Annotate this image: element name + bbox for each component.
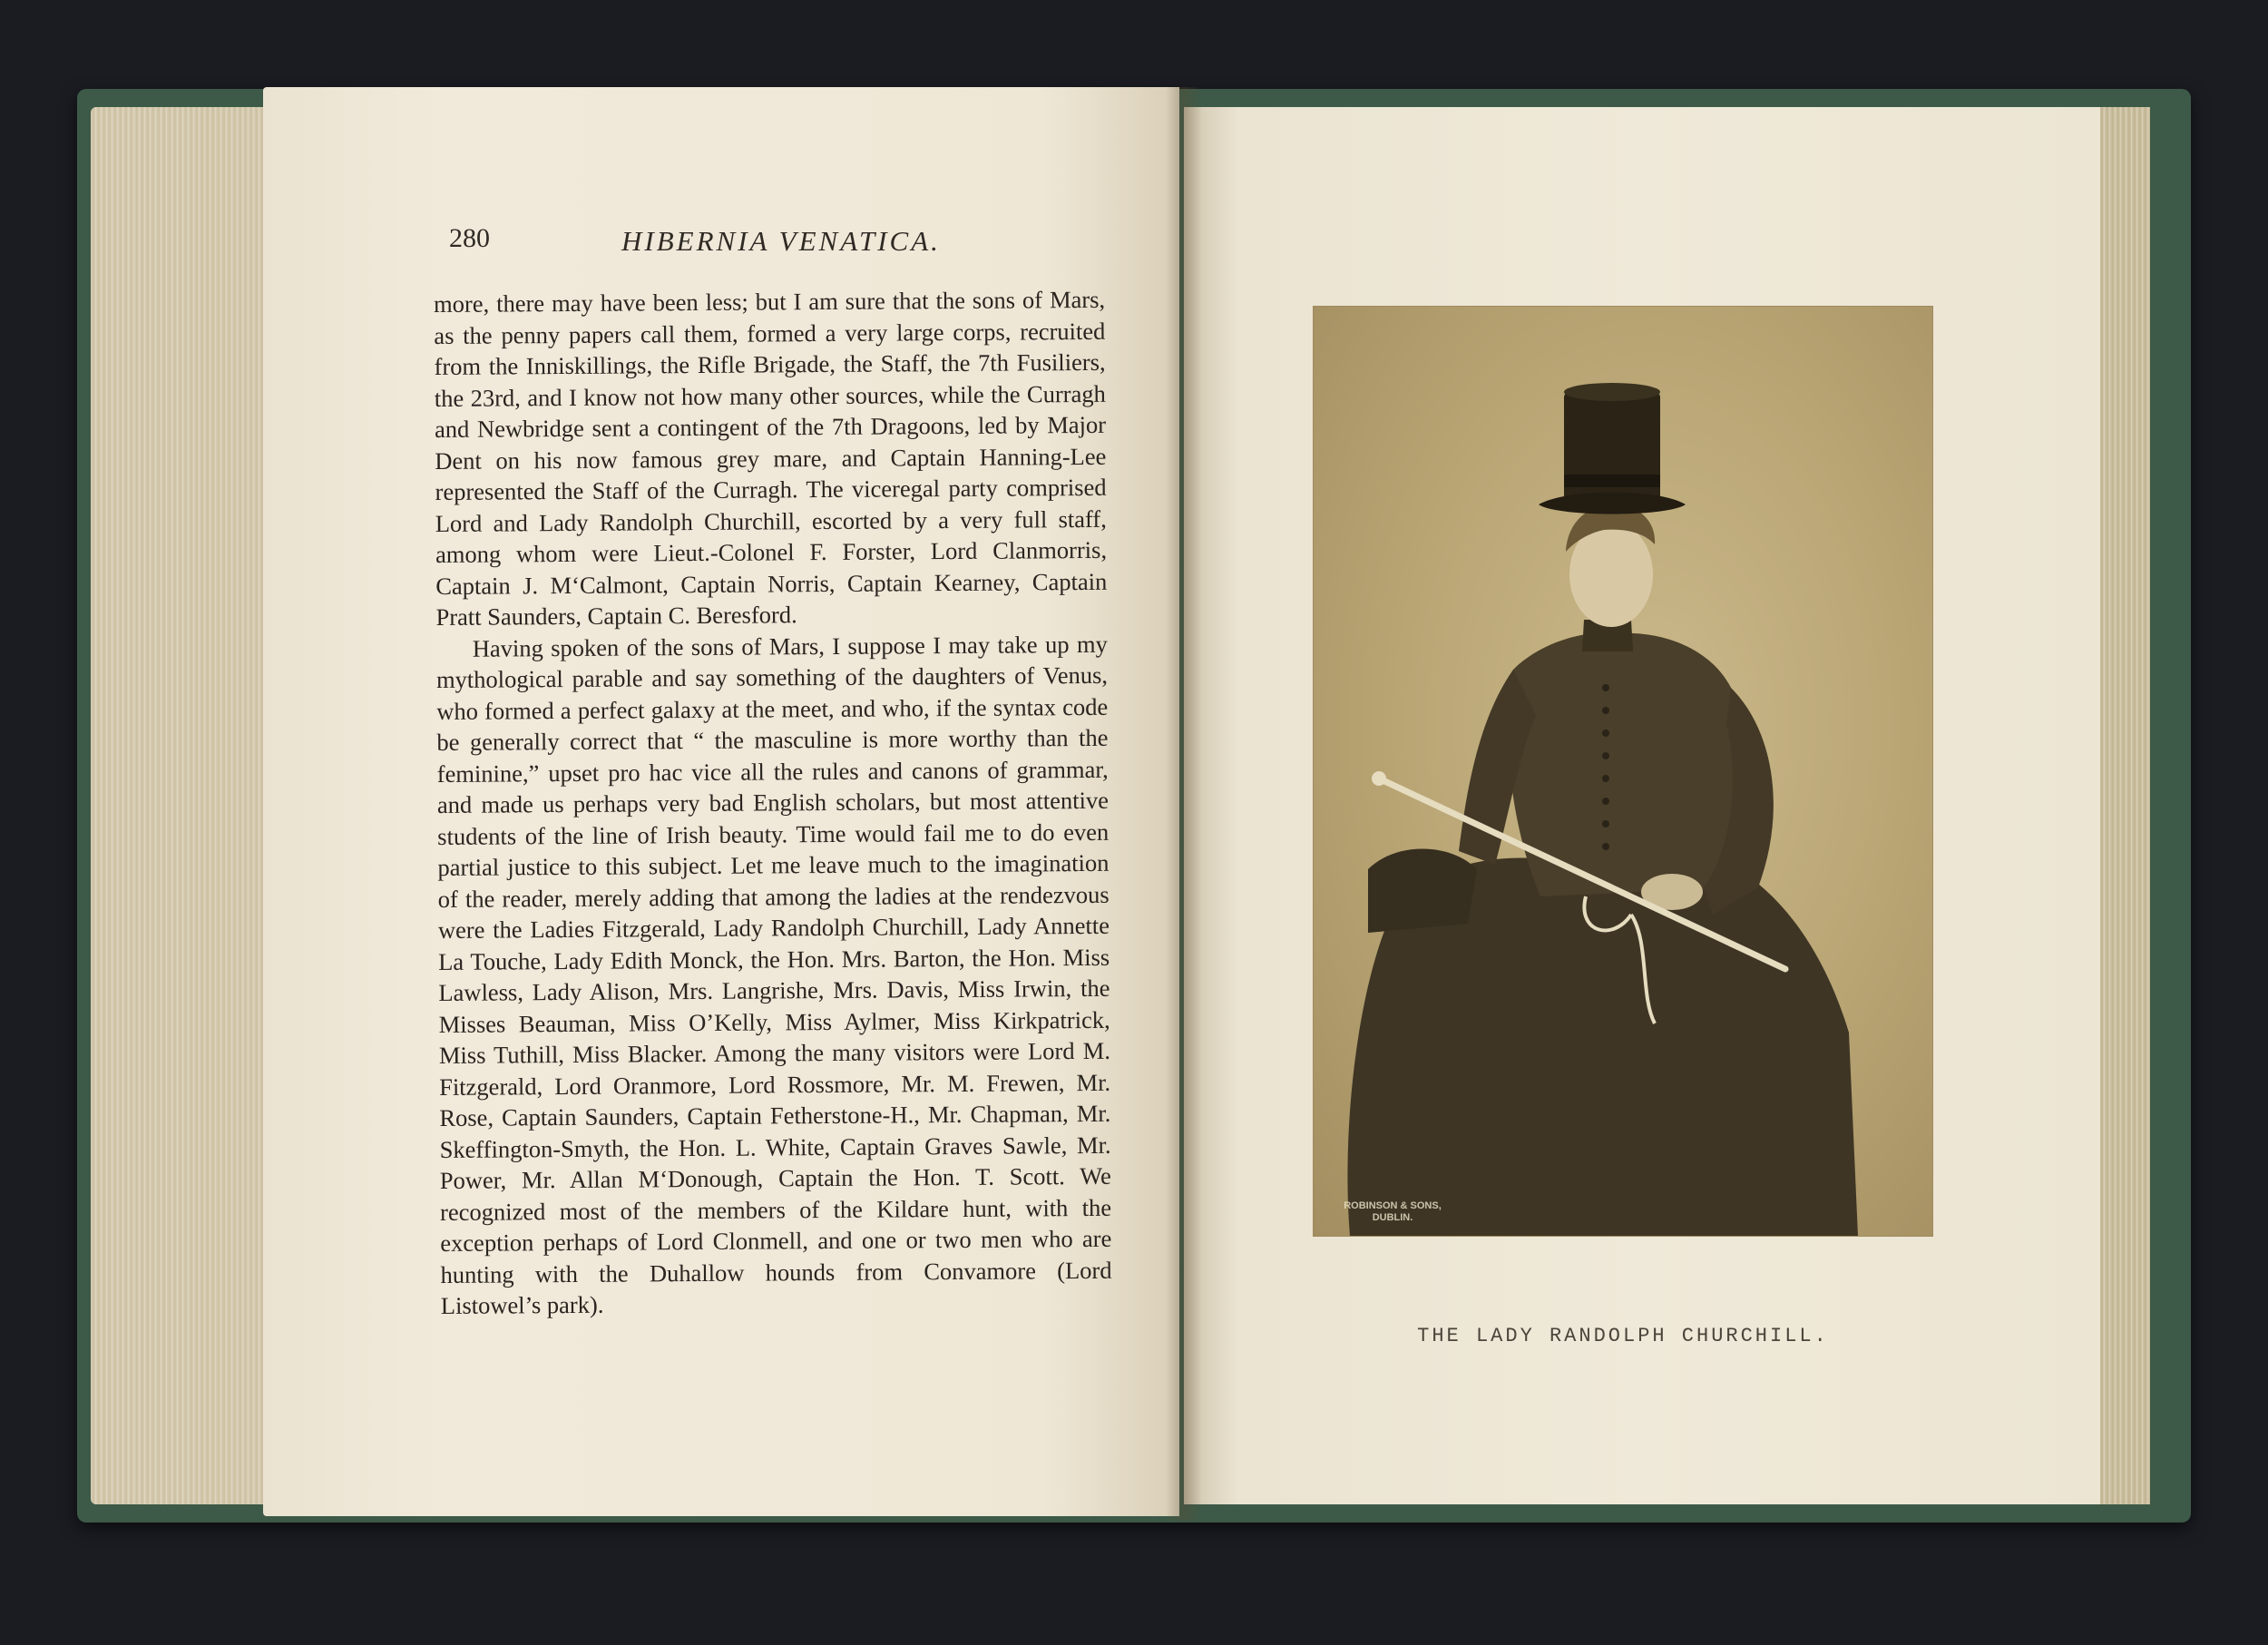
running-head: HIBERNIA VENATICA.: [621, 225, 941, 257]
book-gutter: [1166, 87, 1202, 1521]
paragraph-1: more, there may have been less; but I am sure that the sons of Mars, as the penny papers call them, formed a very large corps, recruited from the Inniskillings, the Rifle Brigade, the Staff, the 7th Fusiliers, the 23rd, and I know not how many other sources, while the Curragh and Newbridge sent a contingent of the 7th Dragoons, led by Major Dent on his now famous grey mare, and Captain Hanning-Lee represented the Staff of the Curragh. The viceregal party comprised Lord and Lady Randolph Churchill, escorted by a very full staff, among whom were Lieut.-Colonel F. Forster, Lord Clanmorris, Captain J. M‘Calmont, Captain Norris, Captain Kearney, Captain Pratt Saunders, Captain C. Beresford.: [434, 285, 1108, 631]
paragraph-2: Having spoken of the sons of Mars, I suppose I may take up my mythological parable and say something of the daughters of Venus, who formed a perfect galaxy at the meet, and who, if the syntax code be generally correct that “ the masculine is more worthy than the feminine,” upset pro hac vice all the rules and canons of grammar, and made us perhaps very bad English scholars, but most attentive students of the line of Irish beauty. Time would fail me to do even partial justice to this subject. Let me leave much to the imagination of the reader, merely adding that among the ladies at the rendezvous were the Ladies Fitzgerald, Lady Randolph Churchill, Lady Annette La Touche, Lady Edith Monck, the Hon. Mrs. Barton, the Hon. Miss Lawless, Lady Alison, Mrs. Langrishe, Mrs. Davis, Miss Irwin, the Misses Beauman, Miss O’Kelly, Miss Aylmer, Miss Kirkpatrick, Miss Tuthill, Miss Blacker. Among the many visitors were Lord M. Fitzgerald, Lord Oranmore, Lord Rossmore, Mr. M. Frewen, Mr. Rose, Captain Saunders, Captain Fetherstone-H., Mr. Chapman, Mr. Skeffington-Smyth, the Hon. L. White, Captain Graves Sawle, Mr. Power, Mr. Allan M‘Donough, Captain the Hon. T. Scott. We recognized most of the members of the Kildare hunt, with the exception perhaps of Lord Clonmell, and one or two men who are hunting with the Duhallow hounds from Convamore (Lord Listowel’s park).: [435, 630, 1112, 1319]
portrait-photograph: [1314, 307, 1932, 1236]
page-header: [449, 216, 1102, 261]
studio-mark: ROBINSON & SONS, DUBLIN.: [1344, 1200, 1442, 1223]
portrait-figure: [1314, 307, 1932, 1236]
photo-caption: THE LADY RANDOLPH CHURCHILL.: [1417, 1325, 1829, 1347]
page-number: 280: [449, 223, 490, 253]
body-text: [434, 284, 1112, 1322]
